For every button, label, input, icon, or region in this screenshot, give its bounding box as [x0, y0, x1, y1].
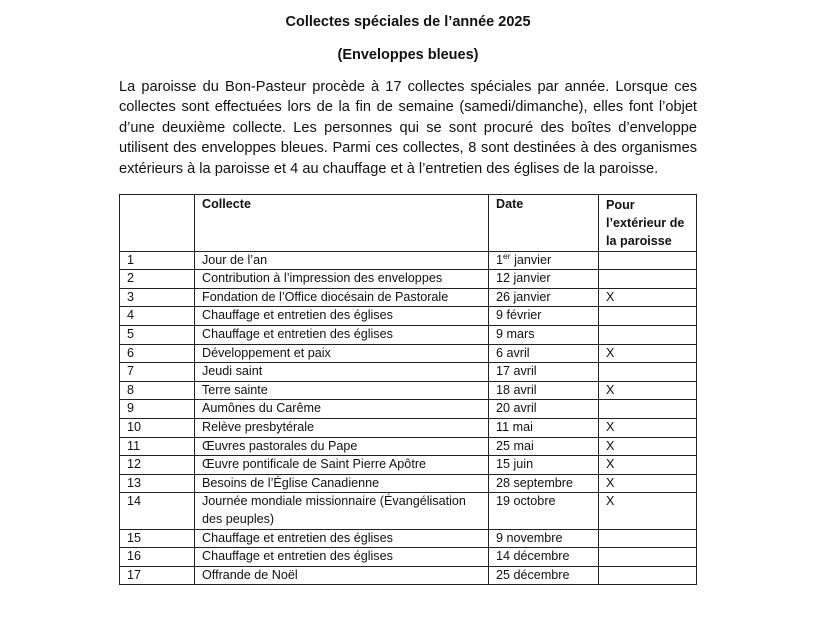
table-row [120, 437, 697, 456]
cell-date: 9 novembre [489, 529, 599, 548]
cell-collecte: Journée mondiale missionnaire (Évangélisation des peuples) [195, 493, 489, 529]
cell-date: 14 décembre [489, 548, 599, 567]
header-collecte: Collecte [195, 195, 489, 252]
cell-exterieur: X [599, 288, 697, 307]
cell-collecte: Œuvres pastorales du Pape [195, 437, 489, 456]
table-row [120, 493, 697, 529]
table-row [120, 325, 697, 344]
table-row [120, 344, 697, 363]
cell-num: 4 [120, 307, 195, 326]
cell-num: 8 [120, 381, 195, 400]
cell-exterieur: X [599, 437, 697, 456]
cell-date: 6 avril [489, 344, 599, 363]
cell-collecte: Chauffage et entretien des églises [195, 529, 489, 548]
cell-date: 11 mai [489, 418, 599, 437]
cell-exterieur [599, 325, 697, 344]
cell-collecte: Œuvre pontificale de Saint Pierre Apôtre [195, 456, 489, 475]
cell-exterieur: X [599, 381, 697, 400]
cell-collecte: Chauffage et entretien des églises [195, 307, 489, 326]
cell-date: 25 décembre [489, 566, 599, 585]
table-row [120, 307, 697, 326]
table-row [120, 381, 697, 400]
cell-date: 28 septembre [489, 474, 599, 493]
table-row [120, 400, 697, 419]
cell-date: 9 février [489, 307, 599, 326]
cell-exterieur: X [599, 456, 697, 475]
cell-date: 25 mai [489, 437, 599, 456]
cell-num: 5 [120, 325, 195, 344]
cell-date: 15 juin [489, 456, 599, 475]
cell-exterieur [599, 566, 697, 585]
cell-date: 20 avril [489, 400, 599, 419]
cell-date: 9 mars [489, 325, 599, 344]
table-row [120, 251, 697, 270]
cell-exterieur [599, 400, 697, 419]
table-row [120, 456, 697, 475]
table-header-row [120, 195, 697, 252]
cell-num: 16 [120, 548, 195, 567]
cell-num: 12 [120, 456, 195, 475]
cell-exterieur [599, 363, 697, 382]
cell-num: 14 [120, 493, 195, 529]
document-subtitle: (Enveloppes bleues) [337, 47, 479, 63]
cell-num: 6 [120, 344, 195, 363]
table-row [120, 288, 697, 307]
cell-collecte: Chauffage et entretien des églises [195, 548, 489, 567]
intro-paragraph: La paroisse du Bon-Pasteur procède à 17 collectes spéciales par année. Lorsque ces collectes sont effectuées lors de la fin de semaine (samedi/dimanche), elles font l’objet d’une deuxième collecte. Les personnes qui se sont procuré des boîtes d’enveloppe utilisent des enveloppes bleues. Parmi ces collectes, 8 sont destinées à des organismes extérieurs à la paroisse et 4 au chauffage et à l’entretien des églises de la paroisse. [119, 79, 697, 177]
date-ordinal-suffix: er [503, 250, 511, 261]
table-row [120, 363, 697, 382]
cell-num: 1 [120, 251, 195, 270]
cell-collecte: Terre sainte [195, 381, 489, 400]
table-row [120, 566, 697, 585]
cell-collecte: Relève presbytérale [195, 418, 489, 437]
cell-num: 17 [120, 566, 195, 585]
cell-exterieur: X [599, 474, 697, 493]
cell-collecte: Développement et paix [195, 344, 489, 363]
table-row [120, 270, 697, 289]
table-row [120, 474, 697, 493]
cell-collecte: Besoins de l’Église Canadienne [195, 474, 489, 493]
cell-num: 13 [120, 474, 195, 493]
date-day: 1 [496, 252, 504, 267]
cell-num: 15 [120, 529, 195, 548]
cell-collecte: Fondation de l’Office diocésain de Pastorale [195, 288, 489, 307]
header-num [120, 195, 195, 252]
cell-exterieur [599, 307, 697, 326]
collectes-table [119, 194, 697, 585]
date-month: janvier [510, 252, 552, 267]
table-body [120, 251, 697, 585]
cell-collecte: Offrande de Noël [195, 566, 489, 585]
cell-num: 9 [120, 400, 195, 419]
cell-collecte: Aumônes du Carême [195, 400, 489, 419]
cell-exterieur: X [599, 418, 697, 437]
document-title: Collectes spéciales de l’année 2025 [285, 14, 531, 30]
cell-exterieur: X [599, 344, 697, 363]
cell-collecte: Chauffage et entretien des églises [195, 325, 489, 344]
cell-collecte: Jeudi saint [195, 363, 489, 382]
cell-num: 11 [120, 437, 195, 456]
cell-exterieur [599, 251, 697, 270]
cell-date: 19 octobre [489, 493, 599, 529]
cell-num: 3 [120, 288, 195, 307]
table-row [120, 548, 697, 567]
cell-num: 7 [120, 363, 195, 382]
table-row [120, 529, 697, 548]
cell-num: 10 [120, 418, 195, 437]
cell-date: 18 avril [489, 381, 599, 400]
cell-date: 17 avril [489, 363, 599, 382]
cell-exterieur: X [599, 493, 697, 529]
cell-num: 2 [120, 270, 195, 289]
cell-exterieur [599, 529, 697, 548]
cell-collecte: Jour de l’an [195, 251, 489, 270]
table-row [120, 418, 697, 437]
header-exterieur: Pour l’extérieur de la paroisse [599, 195, 697, 252]
cell-date: 12 janvier [489, 270, 599, 289]
cell-collecte: Contribution à l’impression des enveloppes [195, 270, 489, 289]
cell-date: 26 janvier [489, 288, 599, 307]
cell-date [489, 251, 599, 270]
cell-exterieur [599, 270, 697, 289]
header-date: Date [489, 195, 599, 252]
cell-exterieur [599, 548, 697, 567]
